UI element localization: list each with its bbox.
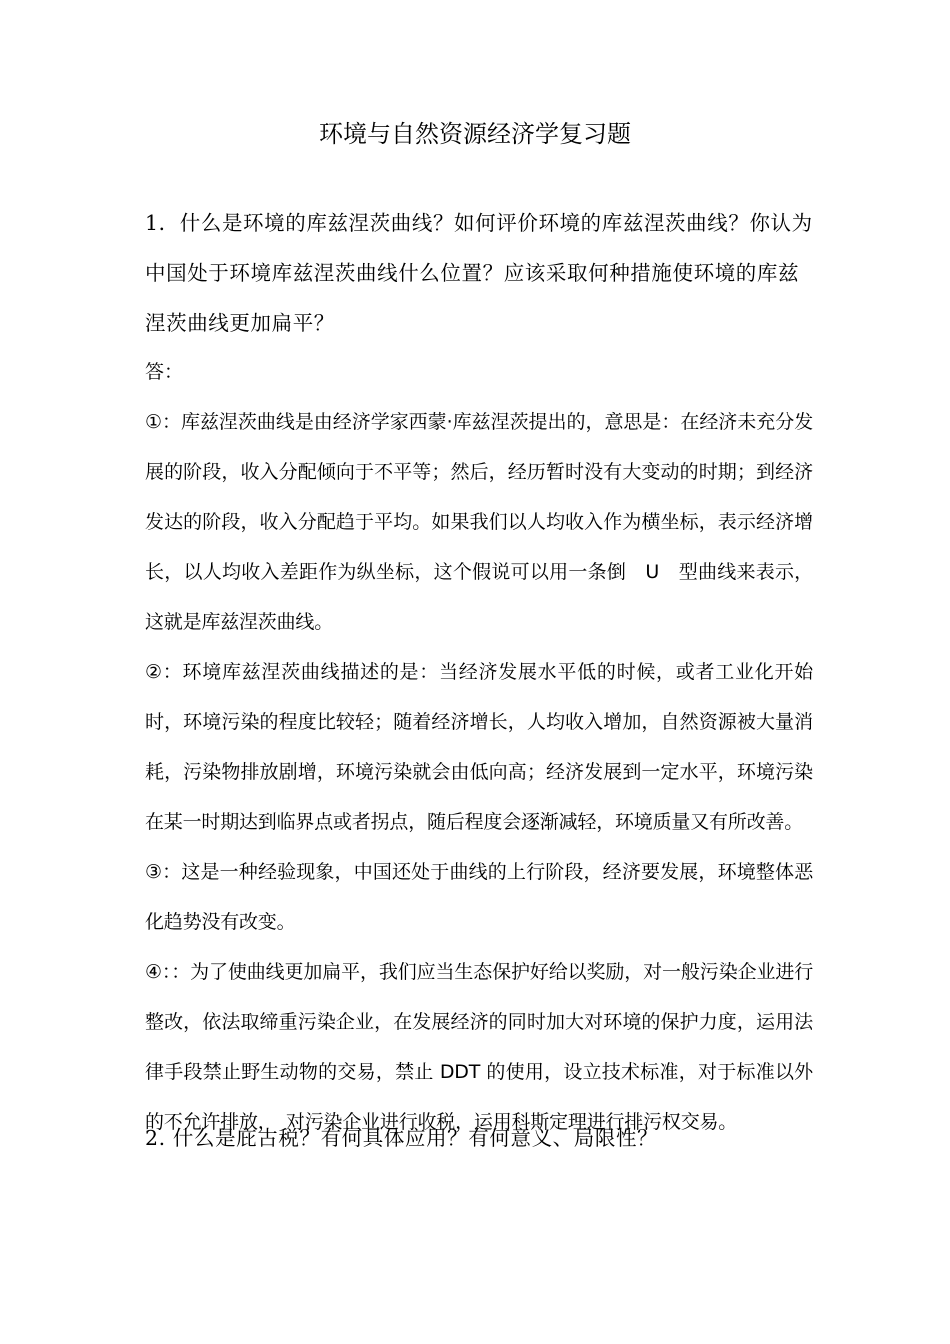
document-title: 环境与自然资源经济学复习题 <box>319 120 631 148</box>
answer-paragraph-4: ④：：为了使曲线更加扁平，我们应当生态保护好给以奖励，对一般污染企业进行整改，依法取缔重污染企业，在发展经济的同时加大对环境的保护力度，运用法律手段禁止野生动物的交易，禁止 DDT 的使用，设立技术标准，对于标准以外的不允许排放， 对污染企业进行收税，运用科斯定理进行排污权交易。 <box>145 961 813 1133</box>
answer-paragraph-2: ②：环境库兹涅茨曲线描述的是：当经济发展水平低的时候，或者工业化开始时，环境污染的程度比较轻；随着经济增长，人均收入增加，自然资源被大量消耗，污染物排放剧增，环境污染就会由低向高；经济发展到一定水平，环境污染在某一时期达到临界点或者拐点，随后程度会逐渐减轻，环境质量又有所改善。 <box>145 661 813 833</box>
answer-paragraph-3: ③：这是一种经验现象，中国还处于曲线的上行阶段，经济要发展，环境整体恶化趋势没有改变。 <box>145 861 813 933</box>
answer-label: 答： <box>145 361 184 383</box>
question-1: 1．什么是环境的库兹涅茨曲线？如何评价环境的库兹涅茨曲线？你认为中国处于环境库兹涅茨曲线什么位置？应该采取何种措施使环境的库兹涅茨曲线更加扁平？ <box>145 211 813 335</box>
answer-paragraph-1: ①：库兹涅茨曲线是由经济学家西蒙·库兹涅茨提出的，意思是：在经济未充分发展的阶段，收入分配倾向于不平等；然后，经历暂时没有大变动的时期；到经济发达的阶段，收入分配趋于平均。如果我们以人均收入作为横坐标，表示经济增长，以人均收入差距作为纵坐标，这个假说可以用一条倒 U 型曲线来表示，这就是库兹涅茨曲线。 <box>145 411 813 633</box>
question-2: 2. 什么是庇古税？有何具体应用？有何意义、局限性？ <box>145 1126 659 1150</box>
